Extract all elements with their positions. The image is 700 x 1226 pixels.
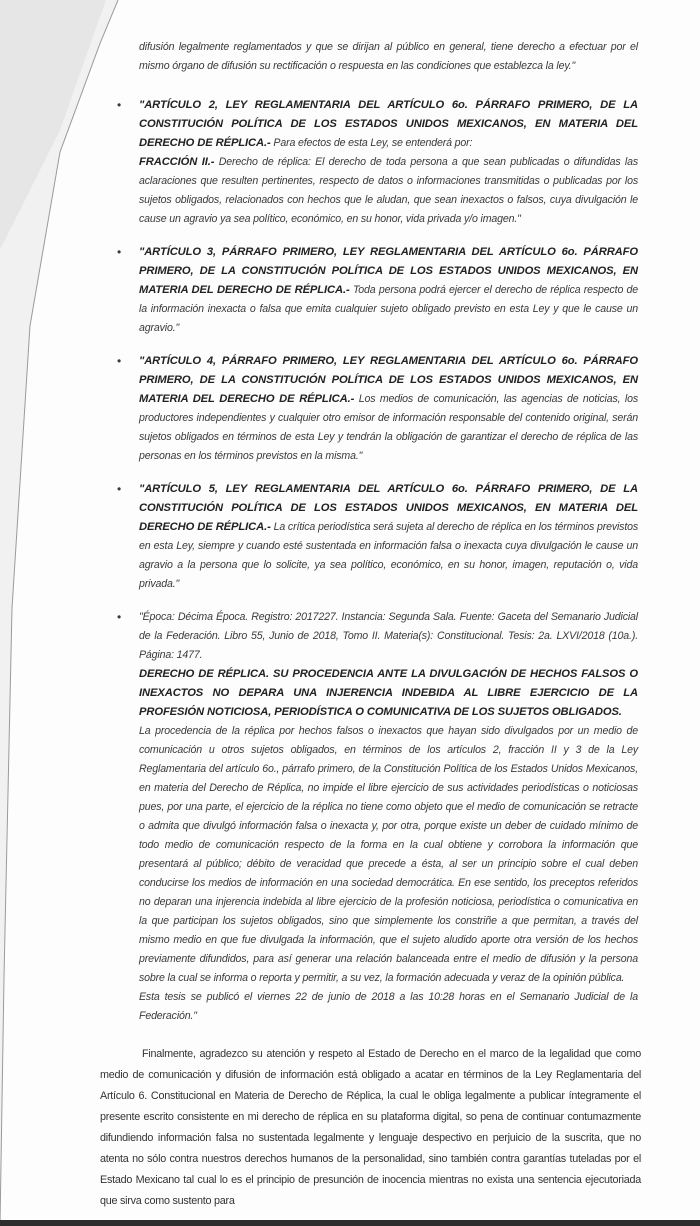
bullet: • xyxy=(117,610,122,624)
bullet: • xyxy=(117,354,122,368)
fraction-heading: FRACCIÓN II.- xyxy=(139,156,215,168)
article-heading: "ARTÍCULO 4, PÁRRAFO PRIMERO, LEY REGLAMENTARIA DEL ARTÍCULO 6o. PÁRRAFO PRIMERO, DE LA CONSTITUCIÓN POLÍTICA DE LOS ESTADOS UNIDOS MEXICANOS, EN MATERIA DEL DERECHO DE RÉPLICA.- xyxy=(139,355,638,405)
thesis-body: La procedencia de la réplica por hechos falsos o inexactos que hayan sido divulgados por un medio de comunicación u otros sujetos obligados, en términos de los artículos 2, fracción II y 3 de la Ley Reglamentaria del artículo 6o., párrafo primero, de la Constitución Política de los Estados Unidos Mexicanos, en materia del Derecho de Réplica, no impide el libre ejercicio de sus actividades periodísticas o noticiosas pues, por una parte, el ejercicio de la réplica no tiene como objeto que el medio de comunicación se retracte o admita que divulgó información falsa o inexacta y, por otra, porque existe un deber de cuidado mínimo de todo medio de comunicación respecto de la forma en la cual obtiene y corrobora la información que presentará al público; débito de veracidad que precede a ésta, al ser un principio sobre el cual deben conducirse los medios de información en una sociedad democrática. En ese sentido, los preceptos referidos no deparan una injerencia indebida al libre ejercicio de la profesión noticiosa, periodística o comunicativa en la que participan los sujetos obligados, sino que simplemente los constriñe a que permitan, a través del mismo medio en que fue divulgada la información, que el sujeto aludido aporte otra versión de los hechos previamente difundidos, para así generar una relación balanceada entre el medio de difusión y la persona sobre la cual se informa o reporta y permitir, a su vez, la formación adecuada y veraz de la opinión pública. xyxy=(139,725,638,984)
thesis-title: DERECHO DE RÉPLICA. SU PROCEDENCIA ANTE LA DIVULGACIÓN DE HECHOS FALSOS O INEXACTOS NO DEPARA UNA INJERENCIA INDEBIDA AL LIBRE EJERCICIO DE LA PROFESIÓN NOTICIOSA, PERIODÍSTICA O COMUNICATIVA DE LOS SUJETOS OBLIGADOS. xyxy=(139,668,638,718)
list-item xyxy=(117,243,639,338)
thesis-citation: "Época: Décima Época. Registro: 2017227. Instancia: Segunda Sala. Fuente: Gaceta del Semanario Judicial de la Federación. Libro 55, Junio de 2018, Tomo II. Materia(s): Constitucional. Tesis: 2a. LXVI/2018 (10a.). Página: 1477. xyxy=(139,611,638,661)
list-item xyxy=(117,480,639,594)
closing-paragraph: Finalmente, agradezco su atención y respeto al Estado de Derecho en el marco de la legalidad que como medio de comunicación y difusión de información está obligado a acatar en términos de la Ley Reglamentaria del Artículo 6. Constitucional en Materia de Derecho de Réplica, la cual le obliga legalmente a publicar íntegramente el presente escrito consistente en mi derecho de réplica en su plataforma digital, so pena de continuar contumazmente difundiendo información falsa no sustentada legalmente y lenguaje despectivo en perjuicio de la suscrita, que no atenta no sólo contra nuestros derechos humanos de la personalidad, sino también contra garantías tuteladas por el Estado Mexicano tal cual lo es el principio de presunción de inocencia mientras no exista una sentencia ejecutoriada que sirva como sustento para xyxy=(100,1048,641,1207)
list-item xyxy=(117,96,638,229)
article-body: La crítica periodística será sujeta al derecho de réplica en los términos previstos en esta Ley, siempre y cuando esté sustentada en información falsa o inexacta cuya divulgación le cause un agravio a la persona que lo solicite, ya sea político, económico, en su honor, imagen, reputación o, vida privada." xyxy=(139,521,639,590)
bullet: • xyxy=(117,245,122,259)
thesis-item xyxy=(117,608,638,1026)
fraction-body: Derecho de réplica: El derecho de toda persona a que sean publicadas o difundidas las aclaraciones que resulten pertinentes, respecto de datos o informaciones transmitidas o publicadas por los sujetos obligados, relacionados con hechos que le aludan, que sean inexactos o falsos, cuya divulgación le cause un agravio ya sea político, económico, en su honor, vida privada y/o imagen." xyxy=(139,156,638,225)
article-body: Para efectos de esta Ley, se entenderá por: xyxy=(270,137,473,149)
article-heading: "ARTÍCULO 5, LEY REGLAMENTARIA DEL ARTÍCULO 6o. PÁRRAFO PRIMERO, DE LA CONSTITUCIÓN POLÍTICA DE LOS ESTADOS UNIDOS MEXICANOS, EN MATERIA DEL DERECHO DE RÉPLICA.- xyxy=(139,483,638,533)
article-heading: "ARTÍCULO 3, PÁRRAFO PRIMERO, LEY REGLAMENTARIA DEL ARTÍCULO 6o. PÁRRAFO PRIMERO, DE LA CONSTITUCIÓN POLÍTICA DE LOS ESTADOS UNIDOS MEXICANOS, EN MATERIA DEL DERECHO DE RÉPLICA.- xyxy=(139,246,638,296)
scan-edge xyxy=(0,1220,700,1226)
article-body: Toda persona podrá ejercer el derecho de réplica respecto de la información inexacta o falsa que emita cualquier sujeto obligado previsto en esta Ley y que le cause un agravio." xyxy=(139,284,639,334)
thesis-publication: Esta tesis se publicó el viernes 22 de junio de 2018 a las 10:28 horas en el Semanario Judicial de la Federación." xyxy=(139,991,638,1022)
list-item xyxy=(117,352,638,466)
article-heading: "ARTÍCULO 2, LEY REGLAMENTARIA DEL ARTÍCULO 6o. PÁRRAFO PRIMERO, DE LA CONSTITUCIÓN POLÍTICA DE LOS ESTADOS UNIDOS MEXICANOS, EN MATERIA DEL DERECHO DE RÉPLICA.- xyxy=(139,99,638,149)
article-body: Los medios de comunicación, las agencias de noticias, los productores independientes y cualquier otro emisor de información responsable del contenido original, serán sujetos obligados en términos de esta Ley y tendrán la obligación de garantizar el derecho de réplica de las personas en los términos previstos en la misma." xyxy=(139,393,638,462)
bullet: • xyxy=(117,98,122,112)
bullet: • xyxy=(117,482,122,496)
intro-continuation: difusión legalmente reglamentados y que se dirijan al público en general, tiene derecho a efectuar por el mismo órgano de difusión su rectificación o respuesta en las condiciones que establezca la ley." xyxy=(139,41,638,72)
